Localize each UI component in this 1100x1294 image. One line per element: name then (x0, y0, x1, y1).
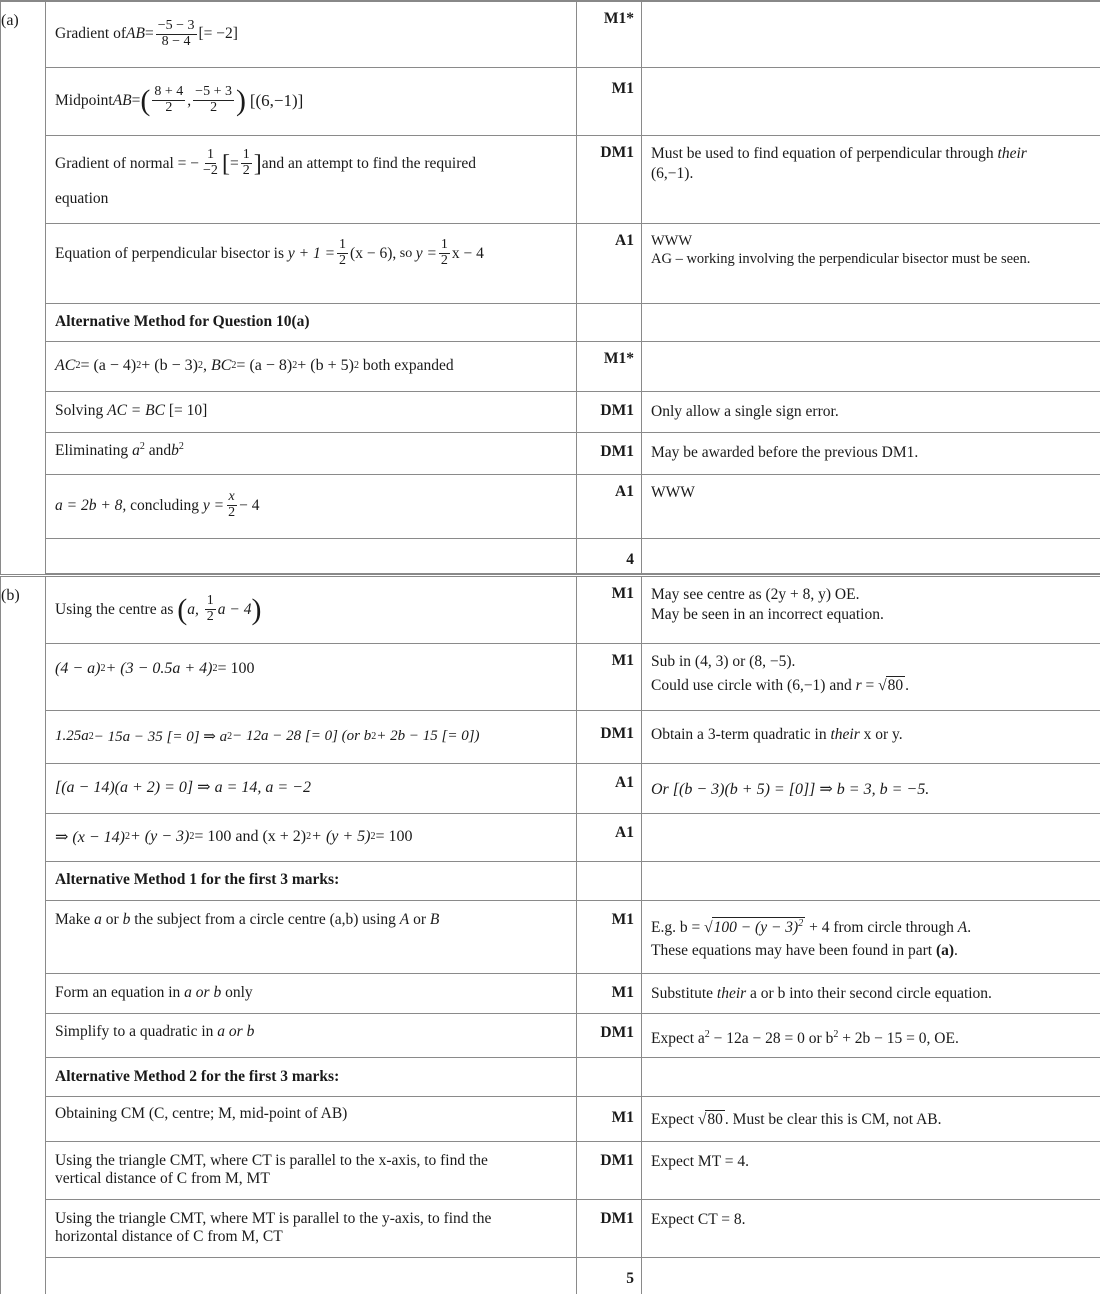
answer-cell (46, 474, 577, 538)
frac-num: −5 − 3 (157, 17, 195, 33)
suffix: both expanded (358, 356, 454, 374)
table-row (1, 1199, 1100, 1257)
answer-eq: = (131, 91, 141, 109)
fraction (201, 148, 220, 178)
guidance-text-2: (6,−1). (651, 164, 694, 182)
var-a: a (94, 910, 102, 928)
table-row (1, 538, 1100, 573)
guidance-text-2: x or y. (859, 725, 903, 743)
total-mark-cell (577, 538, 642, 573)
frac-den: 2 (210, 100, 218, 115)
fraction (152, 85, 185, 115)
frac-den: 2 (339, 253, 347, 268)
sq: 2 (212, 663, 218, 674)
heading-text: Alternative Method for Question 10(a) (55, 312, 310, 330)
mark-cell (577, 391, 642, 432)
sq: 2 (306, 831, 312, 842)
table-row (1, 303, 1100, 341)
answer-text: Eliminating (55, 441, 133, 459)
frac-den: 2 (228, 505, 236, 520)
table-row (1, 223, 1100, 303)
answer-text: Gradient of (55, 25, 127, 42)
mark-cell (577, 973, 642, 1013)
guidance-cell (642, 710, 1100, 763)
mark-cell (577, 1096, 642, 1141)
guidance-cell (642, 341, 1100, 391)
sq: 2 (139, 440, 145, 452)
answer-cell (46, 1, 577, 67)
expr-tail: = 100 (217, 659, 255, 677)
mark-value: M1 (611, 910, 634, 928)
sq: 2 (231, 360, 237, 371)
expr: = 100 (375, 827, 413, 845)
guidance-line2 (651, 941, 1092, 961)
answer-var: AB (112, 91, 132, 109)
guidance-text-2: a or b into their second circle equation. (746, 984, 992, 1002)
mark-cell (577, 900, 642, 973)
paren-close: ) (235, 83, 246, 117)
fraction (439, 238, 450, 268)
alt-method-heading (46, 303, 577, 341)
answer-cell (46, 538, 577, 573)
alt-method-heading (46, 1057, 577, 1096)
expr: − 15a − 35 [= 0] ⇒ a (93, 728, 228, 745)
var-b: b (171, 441, 179, 459)
mark-value: M1 (611, 651, 634, 669)
table-row (1, 391, 1100, 432)
period: . (967, 918, 972, 936)
guidance-cell (642, 1199, 1100, 1257)
answer-line2: equation (55, 189, 109, 207)
mark-value: M1 (611, 79, 634, 97)
answer-text-2: only (221, 983, 253, 1001)
answer-text: [(a − 14)(a + 2) = 0] ⇒ a = 14, a = −2 (55, 778, 311, 796)
guidance-text: Expect MT = 4. (651, 1152, 749, 1170)
guidance-text: Could use circle with (6,−1) and (651, 676, 856, 694)
part-label-a (1, 1, 46, 575)
sq: 2 (136, 360, 142, 371)
frac-num: 1 (242, 147, 250, 163)
fraction (156, 19, 197, 49)
table-row (1, 1057, 1100, 1096)
table-row (1, 1013, 1100, 1057)
guidance-cell (642, 643, 1100, 710)
mark-value: DM1 (600, 143, 634, 161)
paren-open: ( (140, 83, 151, 117)
guidance-line1: Sub in (4, 3) or (8, −5). (651, 652, 796, 670)
guidance-cell (642, 763, 1100, 813)
mark-cell (577, 341, 642, 391)
total-mark-cell (577, 1257, 642, 1294)
answer-cell (46, 1199, 577, 1257)
mark-cell (577, 1013, 642, 1057)
answer-cell: Gradient of normal = − $\frac{1}{-2}$ [ = $\frac{1}{2}$ ] and an attempt to find the required equation (46, 135, 577, 223)
expr-tail: a − 4 (217, 600, 252, 618)
eq2-lhs: y = (415, 244, 437, 262)
table-row (1, 973, 1100, 1013)
mark-cell (577, 813, 642, 861)
answer-var: AC = BC (107, 401, 165, 419)
sqrt-expr (712, 917, 806, 936)
guidance-cell (642, 973, 1100, 1013)
sq: 2 (704, 1028, 710, 1040)
answer-suffix: and an attempt to find the required (261, 154, 477, 172)
sqrt-value: 80 (887, 676, 904, 694)
table-row (1, 763, 1100, 813)
so-text: so (396, 245, 416, 261)
var-a: a, (187, 600, 199, 618)
guidance-italic: their (830, 725, 860, 743)
expr: ⇒ (x − 14) (55, 828, 125, 846)
mark-cell (577, 1057, 642, 1096)
mark-value: A1 (615, 482, 634, 500)
answer-text: Midpoint (55, 91, 113, 109)
eq-lhs: y + 1 = (287, 244, 336, 262)
expr: = (a − 4) (80, 356, 137, 374)
guidance-www: WWW (651, 232, 693, 249)
heading-text: Alternative Method 1 for the first 3 marks: (55, 870, 340, 888)
or-text: or (409, 910, 430, 928)
expr: 1.25a (55, 727, 89, 744)
guidance-cell (642, 1013, 1100, 1057)
answer-text: Equation of perpendicular bisector is (55, 244, 284, 262)
sq: 2 (833, 1028, 839, 1040)
total-mark: 4 (626, 550, 634, 568)
guidance-cell (642, 575, 1100, 643)
expr: − 12a − 28 [= 0] (or b (232, 727, 372, 744)
period: . (905, 676, 910, 694)
answer-var: AB (126, 25, 145, 42)
expr: = 100 and (x + 2) (194, 827, 307, 845)
table-row (1, 813, 1100, 861)
guidance-line1: May see centre as (2y + 8, y) OE. (651, 585, 860, 603)
mark-value: DM1 (600, 1023, 634, 1041)
part-b-text: (b) (1, 586, 20, 604)
fraction (205, 594, 216, 624)
guidance-cell (642, 223, 1100, 303)
table-row (1, 67, 1100, 135)
frac-den: 2 (242, 163, 250, 178)
fraction (226, 490, 237, 520)
guidance-cell (642, 67, 1100, 135)
answer-text: Form an equation in (55, 983, 185, 1001)
heading-text: Alternative Method 2 for the first 3 marks: (55, 1067, 340, 1085)
var-A: A (957, 918, 968, 936)
mark-value: A1 (615, 231, 634, 249)
fraction (241, 148, 252, 178)
bracket-open: [ (221, 150, 230, 177)
fraction (337, 238, 348, 268)
total-mark: 5 (626, 1269, 634, 1287)
guidance-text: Only allow a single sign error. (651, 402, 839, 420)
answer-text: Solving (55, 401, 108, 419)
answer-text: Using the centre as (55, 600, 178, 618)
expr: + (b − 3) (141, 356, 198, 374)
var-ab: a or b (217, 1022, 255, 1040)
mark-value: M1* (603, 10, 634, 27)
mark-cell (577, 1199, 642, 1257)
answer-text: Make (55, 910, 95, 928)
answer-text: Gradient of normal = − (55, 154, 200, 172)
mark-cell (577, 710, 642, 763)
guidance-cell (642, 861, 1100, 900)
paren-close: ) (251, 592, 262, 626)
guidance-text: Must be used to find equation of perpendicular through (651, 144, 998, 162)
var-a: a (132, 441, 140, 459)
table-row (1, 575, 1100, 643)
guidance-text: Obtain a 3-term quadratic in (651, 725, 831, 743)
mark-cell (577, 303, 642, 341)
or-text: or (101, 910, 123, 928)
answer-text-2: the subject from a circle centre (a,b) using (130, 910, 400, 928)
answer-cell (46, 575, 577, 643)
sq: 2 (371, 730, 377, 742)
eq-tail: − 4 (239, 496, 260, 514)
mark-value: DM1 (600, 1151, 634, 1169)
guidance-text: Or [(b − 3)(b + 5) = [0]] ⇒ b = 3, b = −5. (651, 781, 930, 799)
mark-value: DM1 (600, 1209, 634, 1227)
guidance-text: Expect √ (651, 1110, 707, 1128)
guidance-text-2: . Must be clear this is CM, not AB. (724, 1110, 942, 1128)
mark-cell (577, 1141, 642, 1199)
answer-cell (46, 432, 577, 474)
expr: + (y − 3) (129, 827, 190, 845)
mark-value: A1 (615, 823, 634, 841)
answer-cell (46, 900, 577, 973)
answer-suffix: [= −2] (198, 25, 238, 42)
guidance-text: Substitute (651, 984, 717, 1002)
answer-cell (46, 813, 577, 861)
guidance-text: May be awarded before the previous DM1. (651, 443, 919, 461)
frac-num: −5 + 3 (195, 84, 232, 100)
frac-num: 8 + 4 (154, 84, 184, 100)
and-text: and (144, 441, 172, 459)
guidance-cell (642, 538, 1100, 573)
mark-cell (577, 643, 642, 710)
paren-open: ( (177, 592, 188, 626)
frac-den: −2 (203, 163, 218, 178)
sq: 2 (227, 730, 233, 742)
part-label-b (1, 575, 46, 1294)
mark-value: M1 (611, 584, 634, 602)
answer-text: Simplify to a quadratic in (55, 1022, 218, 1040)
eq-rhs: (x − 6), (350, 244, 397, 262)
guidance-cell (642, 1141, 1100, 1199)
bc-var: BC (210, 356, 232, 374)
var-r: r (855, 676, 862, 694)
guidance-cell (642, 1, 1100, 67)
guidance-text: Expect a (651, 1029, 705, 1047)
guidance-italic: their (997, 144, 1027, 162)
answer-cell (46, 643, 577, 710)
answer-cell (46, 223, 577, 303)
guidance-text-3: + 2b − 15 = 0, OE. (838, 1029, 959, 1047)
expr: + 2b − 15 [= 0]) (376, 727, 480, 744)
frac-num: 1 (206, 147, 214, 163)
answer-cell: AC 2 = (a − 4) 2 + (b − 3) 2 , BC 2 = (a − 8) 2 + (b + 5) 2 both expanded (46, 341, 577, 391)
mark-value: M1* (603, 349, 634, 367)
guidance-cell (642, 303, 1100, 341)
guidance-text-2: + 4 from circle through (805, 918, 958, 936)
frac-den: 2 (206, 609, 214, 624)
table-row (1, 643, 1100, 710)
fraction (193, 85, 234, 115)
guidance-cell (642, 135, 1100, 223)
table-row (1, 1141, 1100, 1199)
part-a-text: (a) (1, 12, 19, 29)
sq: 2 (353, 360, 359, 371)
answer-cell (46, 1013, 577, 1057)
answer-line2: vertical distance of C from M, MT (55, 1170, 270, 1188)
frac-den: 2 (440, 253, 448, 268)
answer-eq: = (144, 25, 154, 42)
ac-var: AC (55, 356, 76, 374)
guidance-text-2: − 12a − 28 = 0 or b (709, 1029, 834, 1047)
expr: + (y + 5) (311, 827, 371, 845)
expr: + (3 − 0.5a + 4) (105, 659, 213, 677)
table-row (1, 1096, 1100, 1141)
table-row (1, 1257, 1100, 1294)
mark-cell (577, 763, 642, 813)
guidance-cell (642, 1057, 1100, 1096)
mark-cell (577, 1, 642, 67)
answer-line1: Using the triangle CMT, where CT is parallel to the x-axis, to find the (55, 1151, 488, 1169)
mark-cell (577, 135, 642, 223)
mark-cell (577, 223, 642, 303)
table-row (1, 710, 1100, 763)
guidance-line1 (651, 917, 1092, 938)
guidance-line2: May be seen in an incorrect equation. (651, 605, 884, 623)
answer-line1: Using the triangle CMT, where MT is parallel to the y-axis, to find the (55, 1209, 492, 1227)
frac-num: 1 (206, 593, 214, 609)
guidance-italic: their (716, 984, 747, 1002)
answer-cell (46, 763, 577, 813)
expr: + (b + 5) (297, 356, 354, 374)
sq: 2 (370, 831, 376, 842)
mark-cell (577, 474, 642, 538)
mark-cell (577, 861, 642, 900)
sq: 2 (100, 663, 106, 674)
answer-cell (46, 710, 577, 763)
frac-num: 1 (339, 237, 347, 253)
mark-value: M1 (611, 983, 634, 1001)
guidance-cell (642, 391, 1100, 432)
mark-value: A1 (615, 773, 634, 791)
guidance-cell (642, 900, 1100, 973)
table-row (1, 1, 1100, 67)
eq2-rhs: x − 4 (451, 244, 484, 262)
sqrt-value: 80 (707, 1110, 723, 1128)
expr: (4 − a) (55, 659, 101, 677)
guidance-line2 (651, 676, 1092, 696)
sq: 2 (75, 360, 81, 371)
var-B: B (429, 910, 440, 928)
answer-cell (46, 391, 577, 432)
guidance-cell (642, 432, 1100, 474)
part-ref: (a) (935, 941, 955, 959)
guidance-cell (642, 1257, 1100, 1294)
frac-num: 1 (440, 237, 448, 253)
eq-sign: = √ (861, 676, 887, 694)
sq: 2 (124, 831, 130, 842)
guidance-text: AG – working involving the perpendicular bisector must be seen. (651, 251, 1031, 268)
guidance-cell (642, 474, 1100, 538)
sqrt-body: 100 − (y − 3) (713, 918, 799, 936)
frac-num: x (228, 489, 235, 505)
concluding-text: concluding (126, 496, 203, 514)
answer-text: Obtaining CM (C, centre; M, mid-point of AB) (55, 1104, 348, 1122)
table-row (1, 341, 1100, 391)
var-A: A (399, 910, 410, 928)
table-row (1, 861, 1100, 900)
var-b: b (122, 910, 131, 928)
sq: 2 (189, 831, 195, 842)
guidance-text: WWW (651, 483, 695, 501)
sq: 2 (798, 917, 804, 929)
guidance-cell (642, 1096, 1100, 1141)
var-ab: a or b (184, 983, 222, 1001)
frac-den: 2 (165, 100, 173, 115)
bracket-close: ] (253, 150, 262, 177)
mark-value: DM1 (600, 724, 634, 742)
sq: 2 (88, 730, 94, 742)
period: . (954, 941, 958, 959)
expr: = (a − 8) (236, 356, 293, 374)
answer-suffix: [(6,−1)] (249, 90, 304, 110)
mark-cell (577, 575, 642, 643)
guidance-text: These equations may have been found in part (651, 941, 936, 959)
sq: 2 (178, 440, 184, 452)
table-row (1, 474, 1100, 538)
answer-cell (46, 1096, 577, 1141)
eq-lhs: y = (202, 496, 225, 514)
alt-method-heading (46, 861, 577, 900)
guidance-cell (642, 813, 1100, 861)
answer-cell (46, 1257, 577, 1294)
answer-text: a = 2b + 8, (55, 496, 127, 514)
mark-cell (577, 432, 642, 474)
mark-value: DM1 (600, 442, 634, 460)
sq: 2 (292, 360, 298, 371)
guidance-text: Expect CT = 8. (651, 1210, 746, 1228)
mark-value: M1 (611, 1108, 634, 1126)
answer-cell: Midpoint AB = ( $\frac{8 + 4}{2}$ , $\frac{-5 + 3}{2}$ ) [(6,−1)] (46, 67, 577, 135)
answer-line2: horizontal distance of C from M, CT (55, 1228, 283, 1246)
guidance-text: E.g. b = √ (651, 918, 713, 936)
answer-cell (46, 1141, 577, 1199)
answer-cell (46, 973, 577, 1013)
answer-suffix: [= 10] (164, 401, 208, 419)
mark-value: DM1 (600, 401, 634, 419)
table-row (1, 135, 1100, 223)
frac-den: 8 − 4 (161, 33, 191, 49)
mark-cell (577, 67, 642, 135)
table-row (1, 900, 1100, 973)
sq: 2 (197, 360, 203, 371)
table-row (1, 432, 1100, 474)
